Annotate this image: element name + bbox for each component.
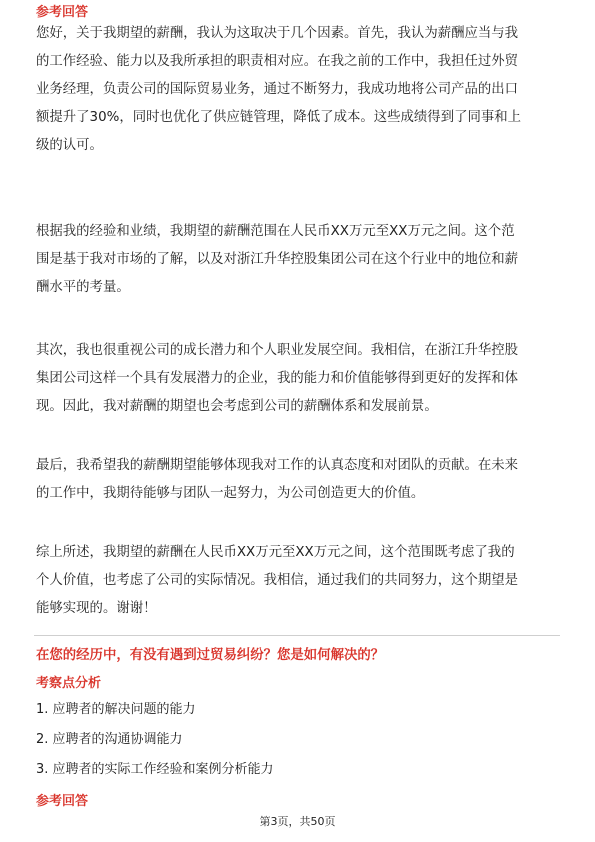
analysis-point-1: 1. 应聘者的解决问题的能力: [36, 702, 196, 717]
analysis-point-2: 2. 应聘者的沟通协调能力: [36, 732, 183, 747]
paragraph-line: 根据我的经验和业绩，我期望的薪酬范围在人民币XX万元至XX万元之间。这个范: [36, 224, 515, 239]
paragraph-line: 额提升了30%，同时也优化了供应链管理，降低了成本。这些成绩得到了同事和上: [36, 110, 522, 125]
paragraph-line: 能够实现的。谢谢！: [36, 601, 157, 616]
reference-answer-heading-2: 参考回答: [36, 794, 89, 809]
answer-paragraph-1: [36, 20, 562, 160]
paragraph-line: 业务经理，负责公司的国际贸易业务，通过不断努力，我成功地将公司产品的出口: [36, 82, 519, 97]
paragraph-line: 集团公司这样一个具有发展潜力的企业，我的能力和价值能够得到更好的发挥和体: [36, 371, 519, 386]
paragraph-line: 个人价值，也考虑了公司的实际情况。我相信，通过我们的共同努力，这个期望是: [36, 573, 519, 588]
interview-question: 在您的经历中，有没有遇到过贸易纠纷？您是如何解决的？: [36, 648, 385, 663]
paragraph-line: 其次，我也很重视公司的成长潜力和个人职业发展空间。我相信，在浙江升华控股: [36, 343, 519, 358]
reference-answer-heading: 参考回答: [36, 5, 89, 20]
answer-paragraph-4: [36, 452, 562, 508]
paragraph-line: 级的认可。: [36, 138, 103, 153]
paragraph-line: 的工作经验、能力以及我所承担的职责相对应。在我之前的工作中，我担任过外贸: [36, 54, 519, 69]
paragraph-line: 围是基于我对市场的了解，以及对浙江升华控股集团公司在这个行业中的地位和薪: [36, 252, 519, 267]
paragraph-line: 现。因此，我对薪酬的期望也会考虑到公司的薪酬体系和发展前景。: [36, 399, 438, 414]
page-footer: 第3页，共50页: [259, 815, 336, 828]
analysis-point-3: 3. 应聘者的实际工作经验和案例分析能力: [36, 762, 274, 777]
paragraph-line: 综上所述，我期望的薪酬在人民币XX万元至XX万元之间，这个范围既考虑了我的: [36, 545, 515, 560]
paragraph-line: 酬水平的考量。: [36, 280, 130, 295]
paragraph-line: 最后，我希望我的薪酬期望能够体现我对工作的认真态度和对团队的贡献。在未来: [36, 458, 519, 473]
paragraph-line: 您好，关于我期望的薪酬，我认为这取决于几个因素。首先，我认为薪酬应当与我: [36, 26, 519, 41]
analysis-heading: 考察点分析: [36, 676, 102, 691]
answer-paragraph-2: [36, 218, 562, 302]
answer-paragraph-3: [36, 337, 562, 421]
answer-paragraph-5: [36, 539, 562, 623]
section-divider: [34, 635, 560, 636]
paragraph-line: 的工作中，我期待能够与团队一起努力，为公司创造更大的价值。: [36, 486, 425, 501]
